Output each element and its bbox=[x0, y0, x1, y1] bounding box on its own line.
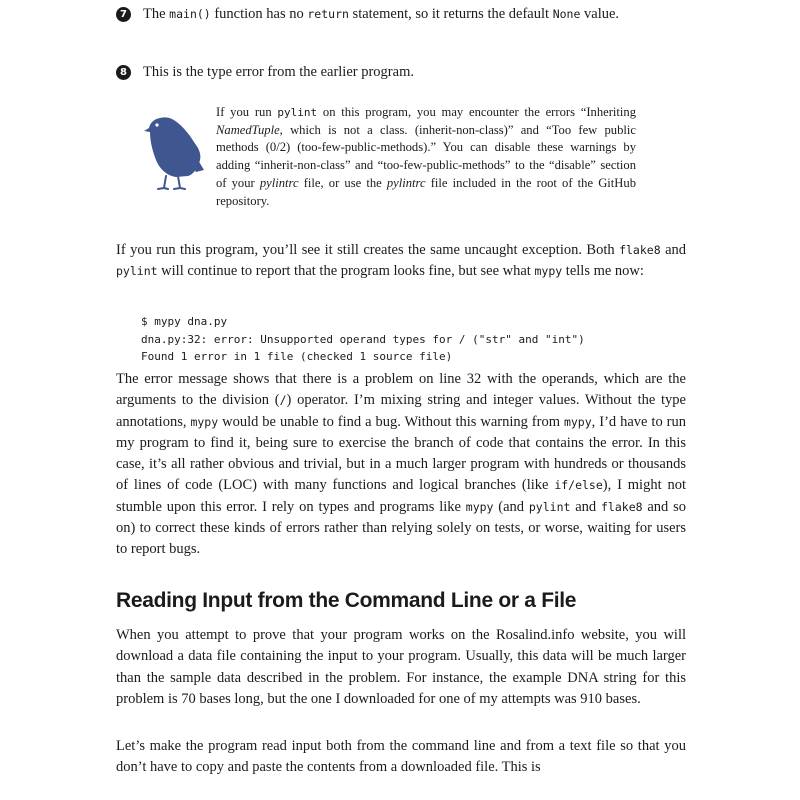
paragraph-4: Let’s make the program read input both from the command line and from a text file so that you don’t have to copy and paste the contents from a downloaded file. This is bbox=[116, 738, 686, 776]
callout-8 bbox=[116, 62, 691, 82]
inline-code: pylint bbox=[277, 106, 318, 119]
note-box bbox=[144, 104, 644, 224]
inline-code: flake8 bbox=[619, 243, 661, 257]
inline-code: mypy bbox=[563, 414, 592, 429]
inline-code: main() bbox=[169, 7, 211, 21]
callout-marker-7: 7 bbox=[116, 7, 131, 22]
inline-code: pylint bbox=[528, 499, 571, 514]
callout-marker-8: 8 bbox=[116, 65, 131, 80]
note-text: If you run pylint on this program, you may encounter the errors “Inheriting NamedTuple, which is not a class. (inherit-non-class)” and “Too few public methods (0/2) (too-few-public-methods).” You can disable these warnings by adding “inherit-non-class” and “too-few-public-methods” to the “disable” section of your pylintrc file, or use the pylintrc file included in the root of the GitHub repository. bbox=[216, 105, 636, 208]
paragraph-1: If you run this program, you’ll see it still creates the same uncaught exception. Both flake8 and pylint will continue to report that the program looks fine, but see what mypy tells me now: bbox=[116, 242, 686, 280]
code-line: dna.py:32: error: Unsupported operand types for / ("str" and "int") bbox=[141, 332, 585, 346]
inline-code: mypy bbox=[190, 414, 219, 429]
code-line: Found 1 error in 1 file (checked 1 source file) bbox=[141, 350, 453, 363]
inline-code: if/else bbox=[554, 478, 603, 493]
inline-code: pylint bbox=[116, 264, 158, 279]
paragraph-3: When you attempt to prove that your program works on the Rosalind.info website, you will download a data file containing the input to your program. Usually, this data will be much larger than the sample data described in the problem. For instance, the example DNA string for this problem is 70 bases long, but the one I downloaded for one of my attempts was 910 bases. bbox=[116, 627, 686, 707]
inline-code: / bbox=[279, 393, 287, 408]
inline-code: None bbox=[552, 7, 581, 21]
section-heading: Reading Input from the Command Line or a File bbox=[116, 589, 577, 612]
code-line: $ mypy dna.py bbox=[141, 315, 228, 328]
code-block bbox=[141, 313, 661, 366]
inline-code: mypy bbox=[465, 499, 494, 514]
callout-7-text: The main() function has no return statement, so it returns the default None value. bbox=[143, 6, 620, 22]
callout-7 bbox=[116, 4, 691, 24]
paragraph-2: The error message shows that there is a problem on line 32 with the operands, which are the arguments to the division (/) operator. I’m mixing string and integer values. Without the type annotations, mypy would be unable to find a bug. Without this warning from mypy, I’d have to run my program to find it, being sure to exercise the branch of code that contains the error. In this case, it’s all rather obvious and trivial, but in a much larger program with hundreds or thousands of lines of code (LOC) with many functions and logical branches (like if/else), I might not stumble upon this error. I rely on types and programs like mypy (and pylint and flake8 and so on) to correct these kinds of errors rather than relying solely on tests, or worse, waiting for users to report bugs. bbox=[116, 371, 687, 558]
inline-code: mypy bbox=[534, 264, 563, 279]
bird-icon bbox=[144, 110, 204, 190]
callout-8-text: This is the type error from the earlier program. bbox=[143, 64, 414, 80]
inline-code: return bbox=[307, 7, 349, 21]
inline-code: flake8 bbox=[601, 499, 643, 514]
